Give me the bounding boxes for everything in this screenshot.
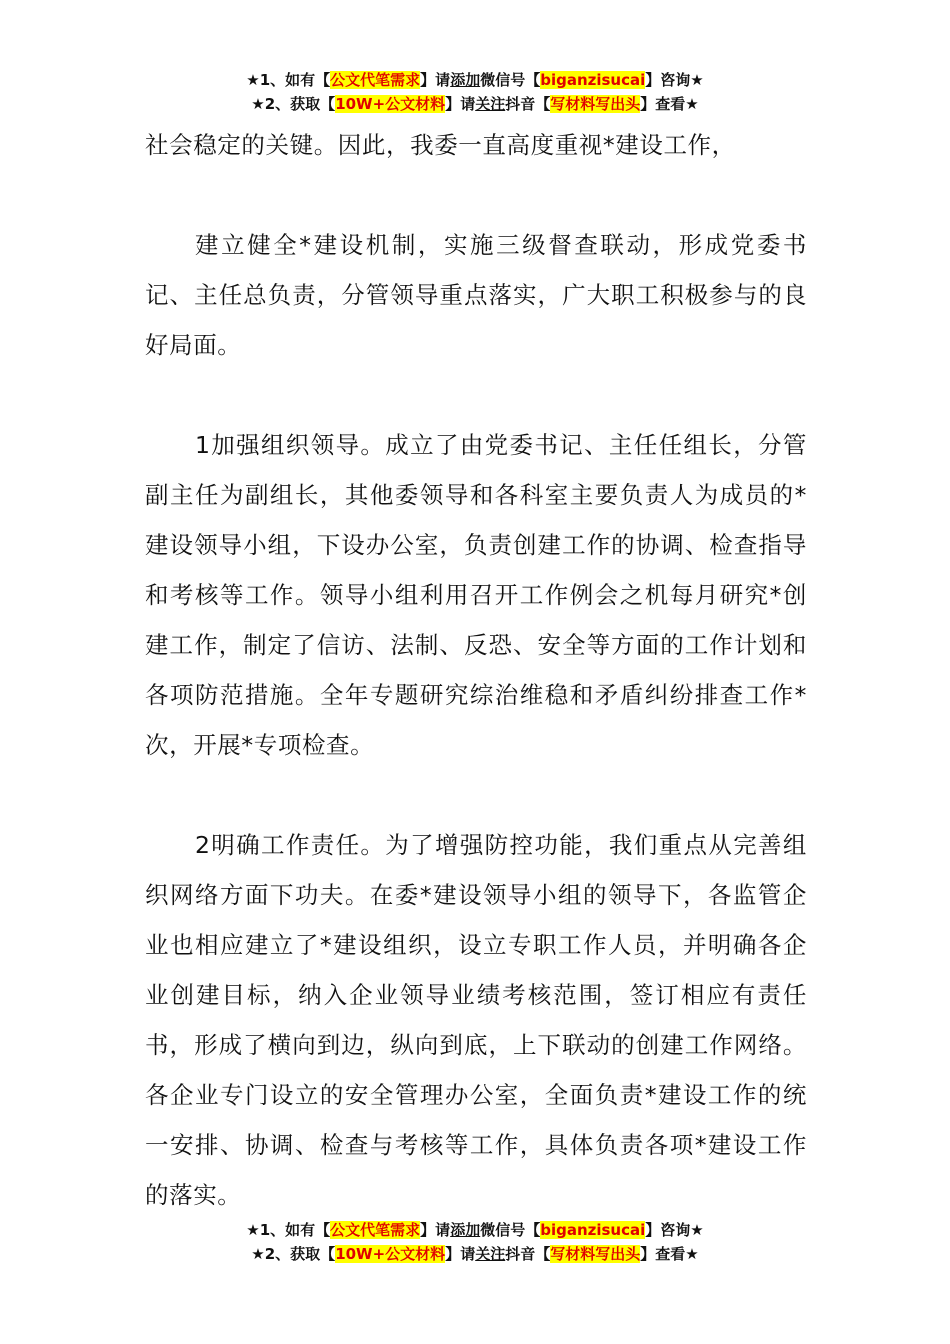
- paragraph-leadership: 1加强组织领导。成立了由党委书记、主任任组长，分管副主任为副组长，其他委领导和各科室主要负责人为成员的*建设领导小组，下设办公室，负责创建工作的协调、检查指导和考核等工作。领导小组利用召开工作例会之机每月研究*创建工作，制定了信访、法制、反恐、安全等方面的工作计划和各项防范措施。全年专题研究综治维稳和矛盾纠纷排查工作*次，开展*专项检查。: [145, 431, 807, 759]
- banner-text: 】请: [445, 1245, 476, 1263]
- banner-text: ★1、如有【: [246, 1221, 331, 1239]
- banner-text: 微信号【: [480, 71, 541, 89]
- banner-line-2: [0, 1242, 950, 1266]
- banner-highlight: 10W+公文材料: [335, 95, 446, 113]
- paragraph-responsibility: 2明确工作责任。为了增强防控功能，我们重点从完善组织网络方面下功夫。在委*建设领导小组的领导下，各监管企业也相应建立了*建设组织，设立专职工作人员，并明确各企业创建目标，纳入企业领导业绩考核范围，签订相应有责任书，形成了横向到边，纵向到底，上下联动的创建工作网络。各企业专门设立的安全管理办公室，全面负责*建设工作的统一安排、协调、检查与考核等工作，具体负责各项*建设工作的落实。: [145, 831, 807, 1209]
- banner-line-2: [0, 92, 950, 116]
- banner-text: 】请: [445, 95, 476, 113]
- header-banner: [0, 68, 950, 116]
- banner-highlight: 公文代笔需求: [330, 1221, 421, 1239]
- banner-text: 】请: [420, 71, 451, 89]
- banner-text: ★2、获取【: [251, 1245, 336, 1263]
- banner-underline: 添加: [450, 71, 481, 89]
- banner-text: 】请: [420, 1221, 451, 1239]
- footer-banner: [0, 1218, 950, 1266]
- banner-text: ★2、获取【: [251, 95, 336, 113]
- banner-underline: 关注: [475, 1245, 506, 1263]
- banner-wechat-id: biganzisucai: [540, 1221, 646, 1239]
- banner-highlight: 写材料写出头: [550, 95, 641, 113]
- banner-text: 抖音【: [505, 95, 551, 113]
- banner-text: 微信号【: [480, 1221, 541, 1239]
- banner-text: ★1、如有【: [246, 71, 331, 89]
- banner-highlight: 写材料写出头: [550, 1245, 641, 1263]
- banner-line-1: [0, 68, 950, 92]
- paragraph-continuation: 社会稳定的关键。因此，我委一直高度重视*建设工作，: [145, 131, 736, 159]
- banner-text: 】查看★: [640, 95, 699, 113]
- banner-text: 抖音【: [505, 1245, 551, 1263]
- banner-text: 】查看★: [640, 1245, 699, 1263]
- banner-underline: 关注: [475, 95, 506, 113]
- banner-wechat-id: biganzisucai: [540, 71, 646, 89]
- document-body: [145, 120, 807, 1220]
- banner-highlight: 10W+公文材料: [335, 1245, 446, 1263]
- banner-highlight: 公文代笔需求: [330, 71, 421, 89]
- banner-text: 】咨询★: [645, 1221, 704, 1239]
- banner-underline: 添加: [450, 1221, 481, 1239]
- banner-line-1: [0, 1218, 950, 1242]
- paragraph-mechanism: 建立健全*建设机制，实施三级督查联动，形成党委书记、主任总负责，分管领导重点落实，广大职工积极参与的良好局面。: [145, 231, 807, 359]
- banner-text: 】咨询★: [645, 71, 704, 89]
